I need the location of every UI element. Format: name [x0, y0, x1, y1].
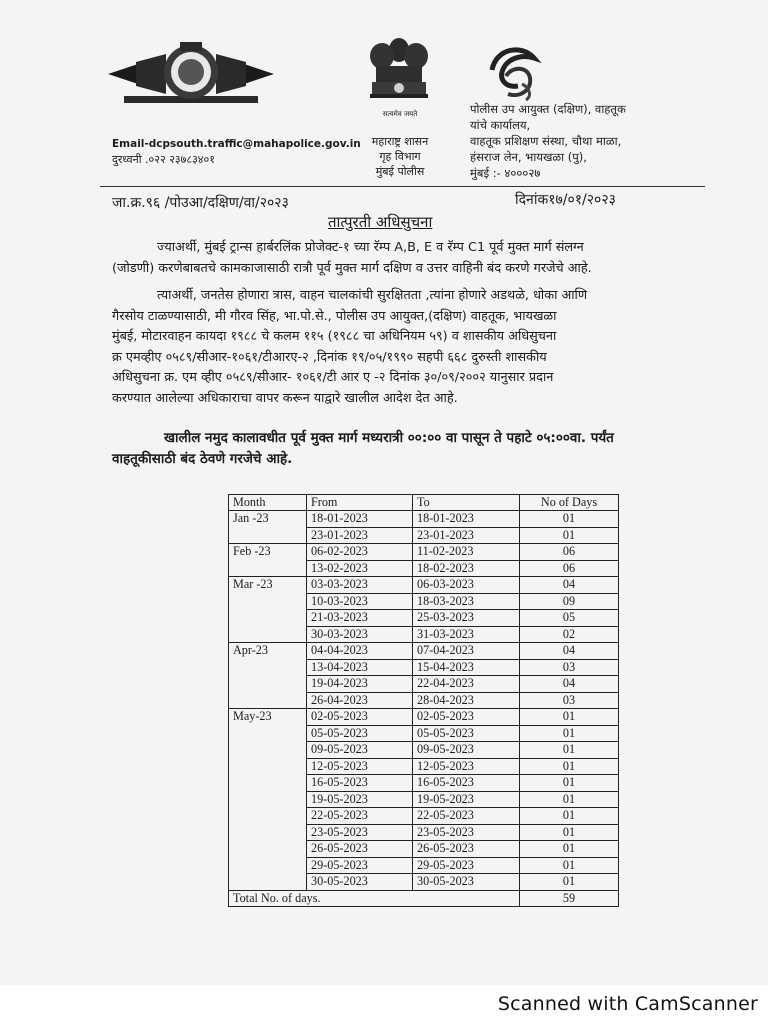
table-row [229, 544, 619, 561]
to-date-cell: 31-03-2023 [413, 626, 520, 643]
days-count-cell: 01 [520, 527, 619, 544]
office-address-line: वाहतूक प्रशिक्षण संस्था, चौथा माळा, [470, 134, 622, 148]
paragraph-closure-order [112, 428, 742, 470]
office-address-line: यांचे कार्यालय, [470, 118, 531, 132]
paragraph-line: खालील नमुद कालावधीत पूर्व मुक्त मार्ग मध्यरात्री ००:०० वा पासून ते पहाटे ०५:००वा. पर्यंत [164, 430, 614, 446]
table-row [229, 643, 619, 660]
header-divider [100, 186, 705, 187]
paragraph-line: अधिसुचना क्र. एम व्हीए ०५८९/सीआर- १०६१/टी आर ए -२ दिनांक ३०/०९/२००२ यानुसार प्रदान [112, 370, 554, 385]
paragraph-line: वाहतूकीसाठी बंद ठेवणे गरजेचे आहे. [112, 451, 293, 467]
month-cell: Mar -23 [229, 577, 307, 643]
to-date-cell: 22-05-2023 [413, 808, 520, 825]
to-date-cell: 06-03-2023 [413, 577, 520, 594]
scanner-footer [0, 985, 768, 1024]
to-date-cell: 28-04-2023 [413, 692, 520, 709]
days-count-cell: 01 [520, 791, 619, 808]
to-date-cell: 19-05-2023 [413, 791, 520, 808]
to-date-cell: 15-04-2023 [413, 659, 520, 676]
days-count-cell: 01 [520, 874, 619, 891]
closure-schedule-table [228, 494, 619, 907]
center-heading-line: गृह विभाग [379, 150, 421, 163]
from-date-cell: 18-01-2023 [307, 511, 413, 528]
days-count-cell: 01 [520, 758, 619, 775]
to-date-cell: 26-05-2023 [413, 841, 520, 858]
to-date-cell: 18-03-2023 [413, 593, 520, 610]
from-date-cell: 26-05-2023 [307, 841, 413, 858]
from-date-cell: 16-05-2023 [307, 775, 413, 792]
traffic-police-logo [482, 40, 542, 104]
days-count-cell: 01 [520, 742, 619, 759]
paragraph-line: मुंबई, मोटारवाहन कायदा १९८८ चे कलम ११५ (१९८८ चा अधिनियम ५९) व शासकीय अधिसुचना [112, 329, 557, 344]
days-count-cell: 01 [520, 808, 619, 825]
to-date-cell: 02-05-2023 [413, 709, 520, 726]
table-header-row [229, 495, 619, 511]
total-value: 59 [520, 890, 619, 907]
days-count-cell: 01 [520, 725, 619, 742]
days-count-cell: 03 [520, 692, 619, 709]
to-date-cell: 25-03-2023 [413, 610, 520, 627]
paragraph-therefore [112, 286, 732, 409]
paragraph-line: (जोडणी) करणेबाबतचे कामकाजासाठी रात्रौ पूर्व मुक्त मार्ग दक्षिण व उत्तर वाहिनी बंद करणे गरजेचे आहे. [112, 260, 592, 276]
days-count-cell: 04 [520, 577, 619, 594]
days-count-cell: 03 [520, 659, 619, 676]
to-date-cell: 23-01-2023 [413, 527, 520, 544]
total-label: Total No. of days. [229, 890, 520, 907]
to-date-cell: 18-01-2023 [413, 511, 520, 528]
center-heading-line: मुंबई पोलीस [375, 165, 425, 178]
paragraph-line: करण्यात आलेल्या अधिकाराचा वापर करून याद्वारे खालील आदेश देत आहे. [112, 390, 458, 406]
from-date-cell: 10-03-2023 [307, 593, 413, 610]
center-heading-line: महाराष्ट्र शासन [371, 135, 429, 148]
from-date-cell: 26-04-2023 [307, 692, 413, 709]
from-date-cell: 06-02-2023 [307, 544, 413, 561]
paragraph-line: ज्याअर्थी, मुंबई ट्रान्स हार्बरलिंक प्रोजेक्ट-१ च्या रॅम्प A,B, E व रॅम्प C1 पूर्व मुक्त मार्ग संलग्न [157, 240, 584, 255]
column-header-month: Month [229, 495, 307, 511]
office-address-line: मुंबई :- ४०००२७ [470, 166, 541, 180]
days-count-cell: 09 [520, 593, 619, 610]
from-date-cell: 21-03-2023 [307, 610, 413, 627]
state-emblem-logo [362, 32, 436, 110]
to-date-cell: 05-05-2023 [413, 725, 520, 742]
from-date-cell: 09-05-2023 [307, 742, 413, 759]
days-count-cell: 01 [520, 841, 619, 858]
table-row [229, 709, 619, 726]
days-count-cell: 02 [520, 626, 619, 643]
from-date-cell: 02-05-2023 [307, 709, 413, 726]
reference-number: जा.क्र.९६ /पोउआ/दक्षिण/वा/२०२३ [112, 195, 289, 211]
to-date-cell: 18-02-2023 [413, 560, 520, 577]
phone-number: दुरध्वनी .०२२ २३७८३४०१ [112, 153, 215, 166]
days-count-cell: 01 [520, 824, 619, 841]
office-address-line: पोलीस उप आयुक्त (दक्षिण), वाहतूक [470, 102, 626, 116]
from-date-cell: 04-04-2023 [307, 643, 413, 660]
table-row [229, 511, 619, 528]
notice-subject: तात्पुरती अधिसुचना [328, 213, 433, 231]
paragraph-line: क्र एमव्हीए ०५८९/सीआर-१०६१/टीआरए-२ ,दिनांक १९/०५/१९९० सहपी ६६८ दुरुस्ती शासकीय [112, 349, 547, 365]
month-cell: Feb -23 [229, 544, 307, 577]
from-date-cell: 29-05-2023 [307, 857, 413, 874]
emblem-caption: सत्यमेव जयते [382, 110, 418, 118]
from-date-cell: 30-05-2023 [307, 874, 413, 891]
table-body [229, 511, 619, 891]
office-address-line: हंसराज लेन, भायखळा (पु), [470, 150, 587, 164]
month-cell: Jan -23 [229, 511, 307, 544]
to-date-cell: 30-05-2023 [413, 874, 520, 891]
to-date-cell: 09-05-2023 [413, 742, 520, 759]
column-header-to: To [413, 495, 520, 511]
column-header-days: No of Days [520, 495, 619, 511]
to-date-cell: 11-02-2023 [413, 544, 520, 561]
to-date-cell: 23-05-2023 [413, 824, 520, 841]
paragraph-whereas [112, 238, 732, 279]
month-cell: Apr-23 [229, 643, 307, 709]
days-count-cell: 01 [520, 775, 619, 792]
from-date-cell: 13-04-2023 [307, 659, 413, 676]
days-count-cell: 05 [520, 610, 619, 627]
from-date-cell: 30-03-2023 [307, 626, 413, 643]
from-date-cell: 12-05-2023 [307, 758, 413, 775]
to-date-cell: 29-05-2023 [413, 857, 520, 874]
days-count-cell: 04 [520, 676, 619, 693]
from-date-cell: 19-05-2023 [307, 791, 413, 808]
from-date-cell: 03-03-2023 [307, 577, 413, 594]
column-header-from: From [307, 495, 413, 511]
from-date-cell: 22-05-2023 [307, 808, 413, 825]
from-date-cell: 23-05-2023 [307, 824, 413, 841]
month-cell: May-23 [229, 709, 307, 891]
from-date-cell: 19-04-2023 [307, 676, 413, 693]
from-date-cell: 23-01-2023 [307, 527, 413, 544]
days-count-cell: 01 [520, 709, 619, 726]
notice-date: दिनांक१७/०१/२०२३ [515, 192, 616, 208]
paragraph-line: त्याअर्थी, जनतेस होणारा त्रास, वाहन चालकांची सुरक्षितता ,त्यांना होणारे अडथळे, धोका आणि [157, 288, 588, 303]
to-date-cell: 07-04-2023 [413, 643, 520, 660]
days-count-cell: 06 [520, 560, 619, 577]
days-count-cell: 01 [520, 857, 619, 874]
mumbai-police-logo [102, 38, 280, 112]
total-row [229, 890, 619, 907]
table-row [229, 577, 619, 594]
email-address: Email-dcpsouth.traffic@mahapolice.gov.in [112, 138, 361, 150]
from-date-cell: 13-02-2023 [307, 560, 413, 577]
to-date-cell: 22-04-2023 [413, 676, 520, 693]
days-count-cell: 06 [520, 544, 619, 561]
paragraph-line: गैरसोय टाळण्यासाठी, मी गौरव सिंह, भा.पो.से., पोलीस उप आयुक्त,(दक्षिण) वाहतूक, भायखळा [112, 308, 557, 324]
camscanner-watermark: Scanned with CamScanner [497, 993, 758, 1015]
to-date-cell: 12-05-2023 [413, 758, 520, 775]
days-count-cell: 04 [520, 643, 619, 660]
to-date-cell: 16-05-2023 [413, 775, 520, 792]
from-date-cell: 05-05-2023 [307, 725, 413, 742]
days-count-cell: 01 [520, 511, 619, 528]
